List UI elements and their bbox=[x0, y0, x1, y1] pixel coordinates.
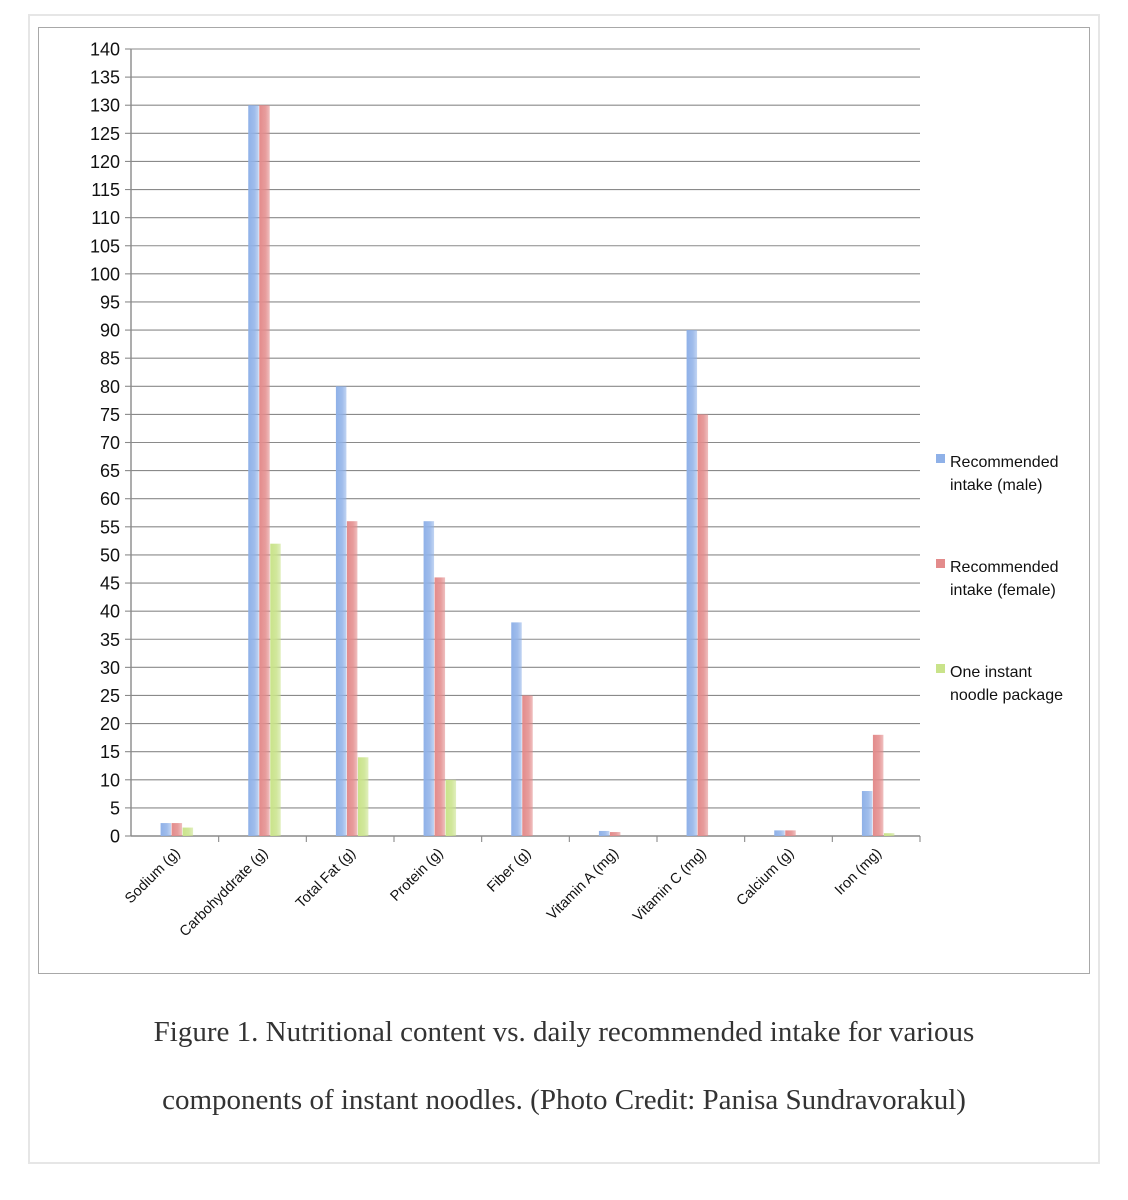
y-tick-label: 85 bbox=[99, 348, 120, 369]
y-tick-label: 60 bbox=[99, 489, 120, 510]
bar-male bbox=[511, 622, 522, 836]
y-tick-label: 65 bbox=[99, 461, 120, 482]
x-tick-label: Total Fat (g) bbox=[292, 845, 359, 912]
x-tick-label: Carbohyddrate (g) bbox=[176, 845, 272, 941]
bar-female bbox=[172, 823, 183, 836]
y-tick-label: 105 bbox=[89, 236, 120, 257]
y-tick-label: 95 bbox=[99, 292, 120, 313]
bar-female bbox=[347, 521, 358, 836]
bar-female bbox=[785, 830, 796, 836]
y-tick-label: 10 bbox=[99, 770, 120, 791]
figure-caption bbox=[40, 998, 1088, 1134]
y-tick-label: 30 bbox=[99, 657, 120, 678]
legend bbox=[936, 454, 1063, 704]
bar-package bbox=[884, 833, 895, 836]
y-tick-label: 120 bbox=[89, 151, 120, 172]
y-tick-label: 130 bbox=[89, 95, 120, 116]
y-tick-label: 90 bbox=[99, 320, 120, 341]
y-tick-label: 110 bbox=[91, 208, 120, 229]
x-tick-label: Sodium (g) bbox=[122, 845, 184, 907]
bar-female bbox=[435, 577, 446, 836]
x-tick-label: Vitamin A (mg) bbox=[544, 845, 622, 924]
y-tick-label: 35 bbox=[99, 629, 120, 650]
bar-female bbox=[610, 832, 621, 836]
y-tick-label: 20 bbox=[99, 714, 120, 735]
y-tick-label: 70 bbox=[99, 433, 120, 453]
x-tick-label: Calcium (g) bbox=[733, 845, 798, 910]
y-tick-label: 0 bbox=[109, 826, 120, 847]
x-tick-label: Vitamin C (mg) bbox=[630, 845, 710, 926]
y-tick-label: 135 bbox=[89, 67, 120, 88]
bar-male bbox=[248, 105, 259, 836]
bar-male bbox=[424, 521, 435, 836]
bar-female bbox=[698, 414, 709, 836]
legend-label: intake (female) bbox=[950, 582, 1056, 599]
bar-package bbox=[183, 828, 194, 836]
bar-package bbox=[446, 780, 457, 836]
y-tick-label: 40 bbox=[99, 601, 120, 622]
y-tick-label: 115 bbox=[91, 180, 120, 201]
y-tick-label: 75 bbox=[99, 404, 120, 425]
legend-label: One instant bbox=[950, 664, 1032, 681]
caption-line-2: components of instant noodles. (Photo Credit: Panisa Sundravorakul) bbox=[162, 1084, 966, 1116]
y-tick-label: 80 bbox=[99, 376, 120, 397]
y-tick-label: 50 bbox=[99, 545, 120, 566]
y-tick-label: 55 bbox=[99, 517, 120, 538]
bar-male bbox=[599, 831, 610, 836]
legend-label: noodle package bbox=[950, 687, 1063, 704]
y-tick-label: 125 bbox=[89, 123, 120, 144]
y-tick-label: 45 bbox=[99, 573, 120, 594]
bar-male bbox=[336, 386, 347, 836]
legend-label: Recommended bbox=[950, 454, 1059, 471]
y-tick-label: 15 bbox=[99, 742, 120, 763]
bar-package bbox=[270, 544, 281, 836]
bar-male bbox=[774, 830, 785, 836]
x-tick-label: Protein (g) bbox=[387, 845, 447, 905]
legend-swatch-male bbox=[936, 454, 945, 463]
caption-line-1: Figure 1. Nutritional content vs. daily recommended intake for various bbox=[153, 1016, 975, 1048]
x-tick-label: Fiber (g) bbox=[484, 845, 535, 896]
legend-swatch-package bbox=[936, 664, 945, 673]
legend-label: Recommended bbox=[950, 559, 1059, 576]
y-tick-label: 5 bbox=[109, 798, 120, 819]
axis-layer bbox=[90, 40, 920, 941]
bar-male bbox=[862, 791, 873, 836]
legend-label: intake (male) bbox=[950, 477, 1043, 494]
bar-female bbox=[522, 695, 533, 836]
y-tick-label: 100 bbox=[89, 264, 120, 285]
y-tick-label: 25 bbox=[99, 685, 120, 706]
x-tick-label: Iron (mg) bbox=[832, 845, 885, 899]
bar-package bbox=[358, 757, 369, 836]
legend-swatch-female bbox=[936, 559, 945, 568]
bar-female bbox=[873, 735, 884, 836]
y-tick-label: 140 bbox=[89, 39, 120, 60]
bar-male bbox=[687, 330, 698, 836]
bar-female bbox=[259, 105, 270, 836]
bar-male bbox=[161, 823, 172, 836]
